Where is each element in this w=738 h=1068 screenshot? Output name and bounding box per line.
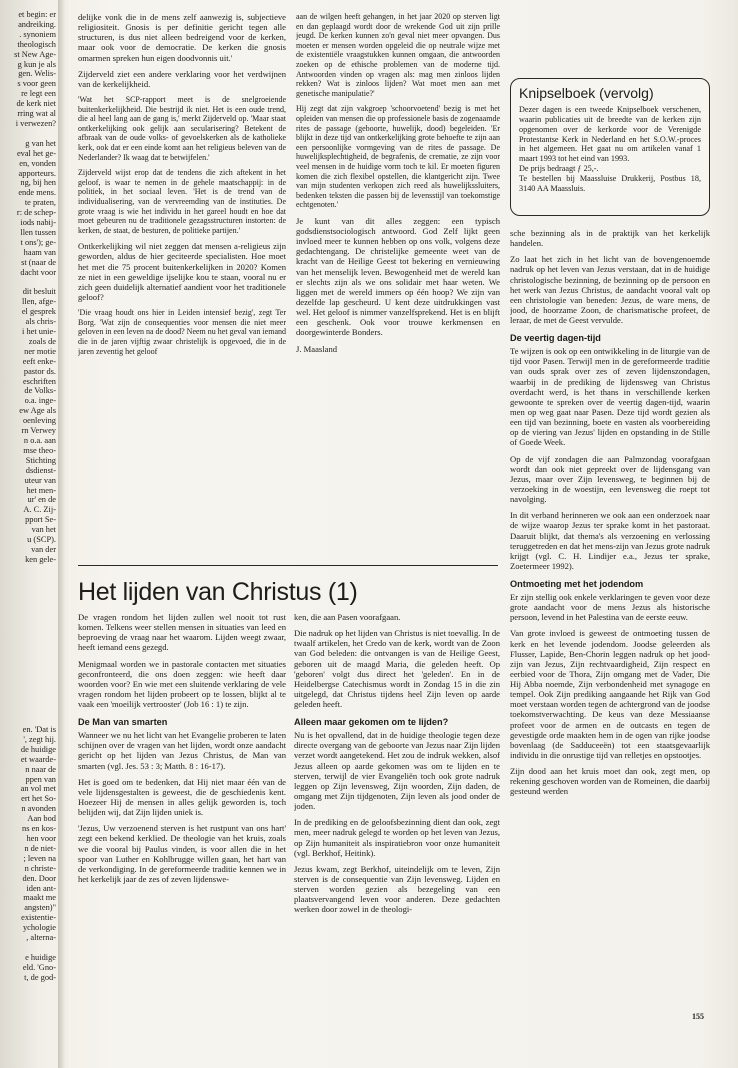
section-heading: De Man van smarten — [78, 717, 168, 728]
knipselboek-box — [510, 78, 710, 216]
cut-line: angsten)" — [24, 903, 56, 913]
cut-line: t ons'); ge- — [20, 237, 56, 247]
cut-line: g van het — [25, 138, 56, 148]
cut-line: haam van — [23, 247, 56, 257]
cut-line: ew Age als — [19, 406, 56, 416]
cut-line: apporteurs. — [18, 168, 56, 178]
page-number: 155 — [692, 1012, 704, 1021]
section-heading: Ontmoeting met het jodendom — [510, 579, 644, 590]
cut-line: re legt een — [21, 89, 56, 99]
knipselboek-price: De prijs bedraagt ƒ 25,-. — [519, 164, 599, 174]
col3-paragraph: Van grote invloed is geweest de ontmoeting tussen de kerk en het levende jodendom. Joodse geleerden als Flusser, Lapide, Ben-Chorin leggen nadruk op het jood-zijn van Jezus, Zijn rechtvaardigheid, Zijn respect en eerbied voor de Thora, Zijn omgang met de Vader, Die Hij Abba noemde, Zijn verbondenheid met synagoge en tempel. Ook Zijn prediking aangaande het Rijk van God moet verstaan worden tegen de achtergrond van de joodse toekomstverwachting. De keus van deze Messiaanse profeet voor de armen en de outcasts en tegen de gevestigde orde maakten hem in de ogen van rijke joodse bovenlaag (de Sadduceeën) tot een staatsgevaarlijk individu in die onrustige tijd van relletjes en opstootjes. — [510, 628, 710, 761]
cut-line: ner motie — [24, 346, 56, 356]
article-paragraph: Wanneer we nu het licht van het Evangelie proberen te laten schijnen over de vragen van het lijden, wordt onze aandacht gericht op het lijden van Jezus Christus, de Man van smarten (vgl. Jes. 53 : 3; Matth. 8 : 16-17). — [78, 730, 286, 771]
col1-paragraph: Ontkerkelijking wil niet zeggen dat mensen a-religieus zijn geworden, aldus de hier geciteerde specialisten. Hoe moet het met die 75 procent buitenkerkelijken in 2020? Komen ze niet in een geweldige ijselijke kou te staan, vooral nu er zich geen duidelijk alternatief aandient voor het traditionele geloof? — [78, 241, 286, 302]
cut-line: ert het So- — [21, 794, 56, 804]
col2-quote: aan de wilgen heeft gehangen, in het jaar 2020 op sterven ligt en dan geplaagd wordt door de wrekende God uit zijn prille jeugd. De kerken kunnen zo'n geval niet meer opvangen. Dus moeten er mensen worden opgeleid die op neutrale wijze met de existentiële vraagstukken kunnen omgaan, die antwoorden zoeken op de ethische problemen van de moderne tijd. Antwoorden vinden op vragen als: mag men zinloos lijden rekken? Wat is zinloos lijden? Wat moet men aan met genetische manipulatie?' — [296, 12, 500, 98]
cut-line: de Volks- — [24, 386, 56, 396]
cut-line: ur' en de — [27, 495, 56, 505]
cut-line: n christe- — [24, 863, 56, 873]
cut-line: Stichting — [25, 455, 56, 465]
cut-line: iden ant- — [26, 883, 56, 893]
cut-line: s voor geen — [17, 79, 56, 89]
knipselboek-order: Te bestellen bij Maassluise Drukkerij, Postbus 18, 3140 AA Maassluis. — [519, 173, 701, 193]
cut-line: n avonden — [21, 804, 56, 814]
col1-quote: 'Die vraag houdt ons hier in Leiden intensief bezig', zegt Ter Borg. 'Wat zijn de consequenties voor mensen die niet meer geloven in een leven na de dood? Neem nu het geval van iemand die in de jaren vijftig zwaar christelijk is opgevoed, die in de jaren zeventig het geloof — [78, 308, 286, 356]
cut-line: van der — [31, 544, 56, 554]
column-1 — [78, 12, 286, 560]
cut-line: rring wat al — [17, 109, 56, 119]
article-paragraph: Die nadruk op het lijden van Christus is niet toevallig. In de twaalf artikelen, het Credo van de kerk, wordt van de Zoon van God beleden: die ontvangen is van de Heilige Geest, geboren uit de maagd Maria, die geleden heeft. Op 'geboren' volgt dus direct het 'geleden'. En in de Heidelbergse Catechismus wordt in Zondag 15 in die zin uitgelegd, dat Christus tijdens heel Zijn leven op aarde geleden heeft. — [294, 628, 500, 710]
cut-line: st (naar de — [21, 257, 56, 267]
col2-paragraph: Je kunt van dit alles zeggen: een typisch godsdienstsociologisch antwoord. God Zelf lijkt geen invloed meer te kunnen hebben op ons volk, volgens deze gedachtengang. De christelijke gemeente weet van de kracht van de Heilige Geest tot bekering en vernieuwing van het menselijk leven. Bewogenheid met de wereld kan er slechts zijn als we ons solidair met haar weten. We liggen met de wereld immers op één hoop? We zijn van dezelfde lap gescheurd. U kent deze uitdrukkingen vast wel. Het geloof is nimmer vanzelfsprekend. Het is en blijft een geschenk. Ook voor trouwe kerkmensen en doorgewinterde Bonders. — [296, 215, 500, 338]
col1-paragraph: delijke vonk die in de mens zelf aanwezig is, subjectieve religiositeit. Gnosis is per definitie gericht tegen alle structuren, is dus niet alleen bedreigend voor de kerken, maar ook voor de democratie. De kerken die gnosis omarmen spreken hun eigen doodvonnis uit.' — [78, 12, 286, 63]
cut-line: e huidige — [25, 952, 56, 962]
cut-line: het men- — [26, 485, 56, 495]
cut-line: an vol met — [20, 784, 56, 794]
cut-line: de huidige — [20, 744, 56, 754]
cut-line: mse theo- — [23, 445, 56, 455]
cut-line: zoals de — [28, 336, 56, 346]
cut-line: iods nabij- — [20, 218, 56, 228]
article-title: Het lijden van Christus (1) — [78, 578, 358, 606]
cut-line: de kerk niet — [16, 99, 56, 109]
cut-line: als chris- — [25, 317, 56, 327]
cut-line: rn Verwey — [21, 426, 56, 436]
article-column-2 — [294, 612, 500, 1022]
cut-line: den. Door — [22, 873, 56, 883]
col2-quote: Hij zegt dat zijn vakgroep 'schoorvoetend' bezig is met het opleiden van mensen die op professionele basis de zogenaamde rites de passage (geboorte, huwelijk, dood) begeleiden. 'Er blijkt in deze tijd van ontkerkelijking grote behoefte te zijn aan een persoonlijke vormgeving van de rites de passage. De huwelijksplechtigheid, de begrafenis, de crematie, ze zijn voor veel mensen in de huidige vorm toch te kil. Er moeten figuren komen die zich flexibel opstellen, die klantgericht zijn. Twee van mijn studenten verkopen zich reed als huwelijkssluiters, bedenken teksten die passen bij de levensstijl van toekomstige echtgenoten.' — [296, 104, 500, 210]
cut-line: eval het ge- — [16, 148, 56, 158]
cut-line — [0, 277, 56, 287]
col3-paragraph: Te wijzen is ook op een ontwikkeling in de liturgie van de tijd voor Pasen. Terwijl men in de gereformeerde traditie van ouds sprak over zes of zeven lijdenszondagen, waarbij in de prediking de lijdensweg van Christus overdacht werd, is het thans in verschillende kerken gewoonte te spreken over de veertig dagen-tijd, waarin men op weg gaat naar Pasen. Deze tijd wordt gezien als een tijd van bezinning, boete en vasten als voorbereiding op de viering van Jezus' lijden en opstanding in de Stille of Goede Week. — [510, 346, 710, 448]
cut-line: pport Se- — [25, 515, 56, 525]
cut-line: . synoniem — [19, 29, 56, 39]
cut-line: ychologie — [22, 923, 56, 933]
cut-line: maakt me — [23, 893, 56, 903]
cut-line: en, vonden — [19, 158, 56, 168]
section-heading: Alleen maar gekomen om te lijden? — [294, 717, 449, 728]
cut-line: te praten, — [24, 198, 56, 208]
cut-line: t, de god- — [24, 972, 56, 982]
cut-line: o.a. inge- — [24, 396, 56, 406]
cut-line: van het — [31, 525, 56, 535]
cut-line: ns en kos- — [22, 824, 56, 834]
article-paragraph: Menigmaal worden we in pastorale contacten met situaties geconfronteerd, die ons doen zeggen: wie heeft daar woorden voor? En wie met een sluitende verklaring de vele vragen rondom het lijden probeert op te lossen, blijkt al te vaak een 'moeilijk vertrooster' (Job 16 : 1) te zijn. — [78, 658, 286, 710]
col3-paragraph: sche bezinning als in de praktijk van het kerkelijk handelen. — [510, 228, 710, 249]
col3-paragraph: Op de vijf zondagen die aan Palmzondag voorafgaan wordt dan ook niet gepreekt over de lijdensgang van Jezus, maar over Zijn levensweg, te beginnen bij de verzoeking in de woestijn, een levensweg die roept tot navolging. — [510, 453, 710, 505]
column-2 — [296, 12, 500, 560]
cut-line: i verwezen? — [15, 118, 56, 128]
cut-line: Aan bod — [27, 814, 56, 824]
cut-line: et waarde- — [20, 754, 56, 764]
article-paragraph: Nu is het opvallend, dat in de huidige theologie tegen deze directe overgang van de geboorte van Jezus naar Zijn lijden verzet wordt aangetekend. Het zou de indruk wekken, alsof Jezus alleen op aarde gekomen was om te lijden en te sterven, terwijl de vier Evangeliën toch ook grote nadruk leggen op Zijn levensweg, Zijn woorden, Zijn daden, de omgang met Zijn tijdgenoten, Zijn leven als jood onder de joden. — [294, 730, 500, 812]
article-paragraph: Jezus kwam, zegt Berkhof, uiteindelijk om te leven, Zijn sterven is de consequentie van Zijn levensweg. Lijden en sterven worden gezien als bezegeling van een plaatsvervangend leven voor anderen. Deze gedachten werken door zowel in de theologi- — [294, 863, 500, 915]
cut-line: eeft enke- — [22, 356, 56, 366]
cut-line: n de niet- — [24, 843, 56, 853]
article-paragraph: In de prediking en de geloofsbezinning dient dan ook, zegt men, meer nadruk gelegd te worden op het leven van Jezus, op Zijn humaniteit als inspiratiebron voor onze humaniteit (vgl. Berkhof, Heitink). — [294, 817, 500, 858]
section-heading: De veertig dagen-tijd — [510, 333, 601, 344]
cut-line — [0, 943, 56, 953]
col1-paragraph: Zijderveld ziet een andere verklaring voor het verdwijnen van de kerkelijkheid. — [78, 68, 286, 89]
col3-paragraph: In dit verband herinneren we ook aan een onderzoek naar de wijze waarop Jezus ter sprake komt in het pastoraat. Daaruit blijkt, dat thema's als verzoening en verlossing teruggetreden en dat het mens-zijn van Jezus grote nadruk krijgt (vgl. C. H. Lindijer e.a., Jezus ter sprake, Zoetermeer 1992). — [510, 510, 710, 571]
cut-line: ende mens. — [18, 188, 56, 198]
left-cut-column-bottom — [0, 725, 56, 983]
signature: J. Maasland — [296, 343, 338, 354]
col1-quote: 'Wat het SCP-rapport meet is de snelgroeiende buitenkerkelijkheid. Die bestrijd ik niet. Het is een oude trend, die al heel lang aan de gang is,' merkt Zijderveld op. 'Maar staat ontkerkelijking ook gelijk aan secularisering? Betekent de afbraak van de oude volks- of gevoelskerken als de katholieke kerk, ook dat er een einde komt aan het religieus beleven van de Nederlander? Ik waag dat te betwijfelen.' — [78, 94, 286, 162]
cut-line: ; leven na — [23, 853, 56, 863]
knipselboek-text: Dezer dagen is een tweede Knipselboek verschenen, waarin publicaties uit de breedte van de kerken zijn opgenomen over de kerkorde voor de Verenigde Protestantse Kerk in Nederland en het S.O.W.-proces in het algemeen. Het gaat nu om artikelen vanaf 1 maart 1993 tot het eind van 1993. — [519, 105, 701, 164]
col3-paragraph: Zijn dood aan het kruis moet dan ook, zegt men, op rekening geschoven worden van de Romeinen, die daarbij gesteund werden — [510, 766, 710, 797]
cut-line: r: de schep- — [16, 208, 56, 218]
article-paragraph: Het is goed om te bedenken, dat Hij niet maar één van de vele lijdensgestalten is geweest, die de geschiedenis kent. Hoezeer Hij de mensen in alles gelijk geworden is, toch belijden wij, dat Zijn lijden uniek is. — [78, 776, 286, 818]
cut-line: g kun je als — [17, 59, 56, 69]
cut-line: ppen van — [25, 774, 56, 784]
col3-paragraph: Er zijn stellig ook enkele verklaringen te geven voor deze grote aandacht voor de mens Jezus als historische persoon, levend in het Palestina van de eerste eeuw. — [510, 591, 710, 623]
article-column-1 — [78, 612, 286, 1022]
cut-line: llen, afge- — [22, 297, 56, 307]
cut-line: uteur van — [24, 475, 56, 485]
cut-line: hen voor — [26, 833, 56, 843]
article-paragraph: De vragen rondom het lijden zullen wel nooit tot rust komen. Telkens weer stellen mensen in situaties van leed en beproeving de vraag naar het waarom. Lijden weegt zwaar, heeft iemand eens gezegd. — [78, 612, 286, 653]
cut-line: ng, bij hen — [20, 178, 56, 188]
cut-line: et begin: er — [18, 10, 56, 19]
cut-line: st New Age- — [14, 49, 56, 59]
cut-line: A. C. Zij- — [23, 505, 56, 515]
col3-paragraph: Zo laat het zich in het licht van de bovengenoemde nadruk op het leven van Jezus verstaan, dat in de huidige christologische bezinning, de bezinning op de persoon en het werk van Jezus Christus, de aandacht vooral valt op een christologie van beneden: Jezus, de ware mens, de jood, de hoorzame Zoon, de charismatische profeet, de leraar, de met de Geest vervulde. — [510, 254, 710, 326]
cut-line: eld. 'Gno- — [22, 962, 56, 972]
cut-line: theologisch — [17, 39, 56, 49]
cut-line: i het unie- — [22, 327, 56, 336]
cut-line: , alterna- — [26, 933, 56, 943]
column-3 — [510, 228, 710, 1008]
divider — [78, 565, 498, 566]
cut-line: existentie- — [21, 913, 56, 923]
cut-line: eschriften — [22, 376, 56, 386]
page-gutter — [58, 0, 70, 1068]
cut-line: dsdienst- — [25, 465, 56, 475]
cut-line: andreiking. — [18, 19, 56, 29]
cut-line: u (SCP). — [27, 535, 56, 545]
knipselboek-title: Knipselboek (vervolg) — [519, 85, 654, 101]
cut-line: dit besluit — [22, 287, 56, 297]
cut-line: n naar de — [25, 764, 56, 774]
cut-line — [0, 129, 56, 139]
cut-line: ', zegt hij. — [23, 734, 56, 744]
article-paragraph: ken, die aan Pasen voorafgaan. — [294, 612, 401, 622]
cut-line: gen. Welis- — [18, 69, 56, 79]
cut-line: en. 'Dat is — [22, 725, 56, 734]
cut-line: el gesprek — [21, 307, 56, 317]
cut-line: llen tussen — [20, 227, 56, 237]
cut-line: dacht voor — [20, 267, 56, 277]
cut-line: n o.a. aan — [23, 435, 56, 445]
cut-line: ken gele- — [25, 554, 56, 564]
cut-line: pastor ds. — [23, 366, 56, 376]
cut-line: oenleving — [22, 416, 56, 426]
col1-quote: Zijderveld wijst erop dat de tendens die zich aftekent in het geloof, is waar te nemen in de gehele maatschappij: in de politiek, in het sociaal leven. 'Het is de trend van de individualisering, van de vervreemding van de instituties. De grote vraag is wie het individu in het gareel houdt en hoe dat moet gebeuren nu de traditionele gezagsstructuren instorten: de kerken, de staat, de besturen, de politieke partijen.' — [78, 168, 286, 235]
left-cut-column-top — [0, 10, 56, 565]
article-paragraph: 'Jezus, Uw verzoenend sterven is het rustpunt van ons hart' zegt een bekend kerklied. De theologie van het kruis, zoals we die vooral bij Paulus vinden, is voor allen die in het spoor van Luther en Kohlbrugge willen gaan, het hart van de verkondiging. In de gereformeerde traditie kennen we in het kerkelijk jaar de zes of zeven lijdenswe- — [78, 823, 286, 884]
